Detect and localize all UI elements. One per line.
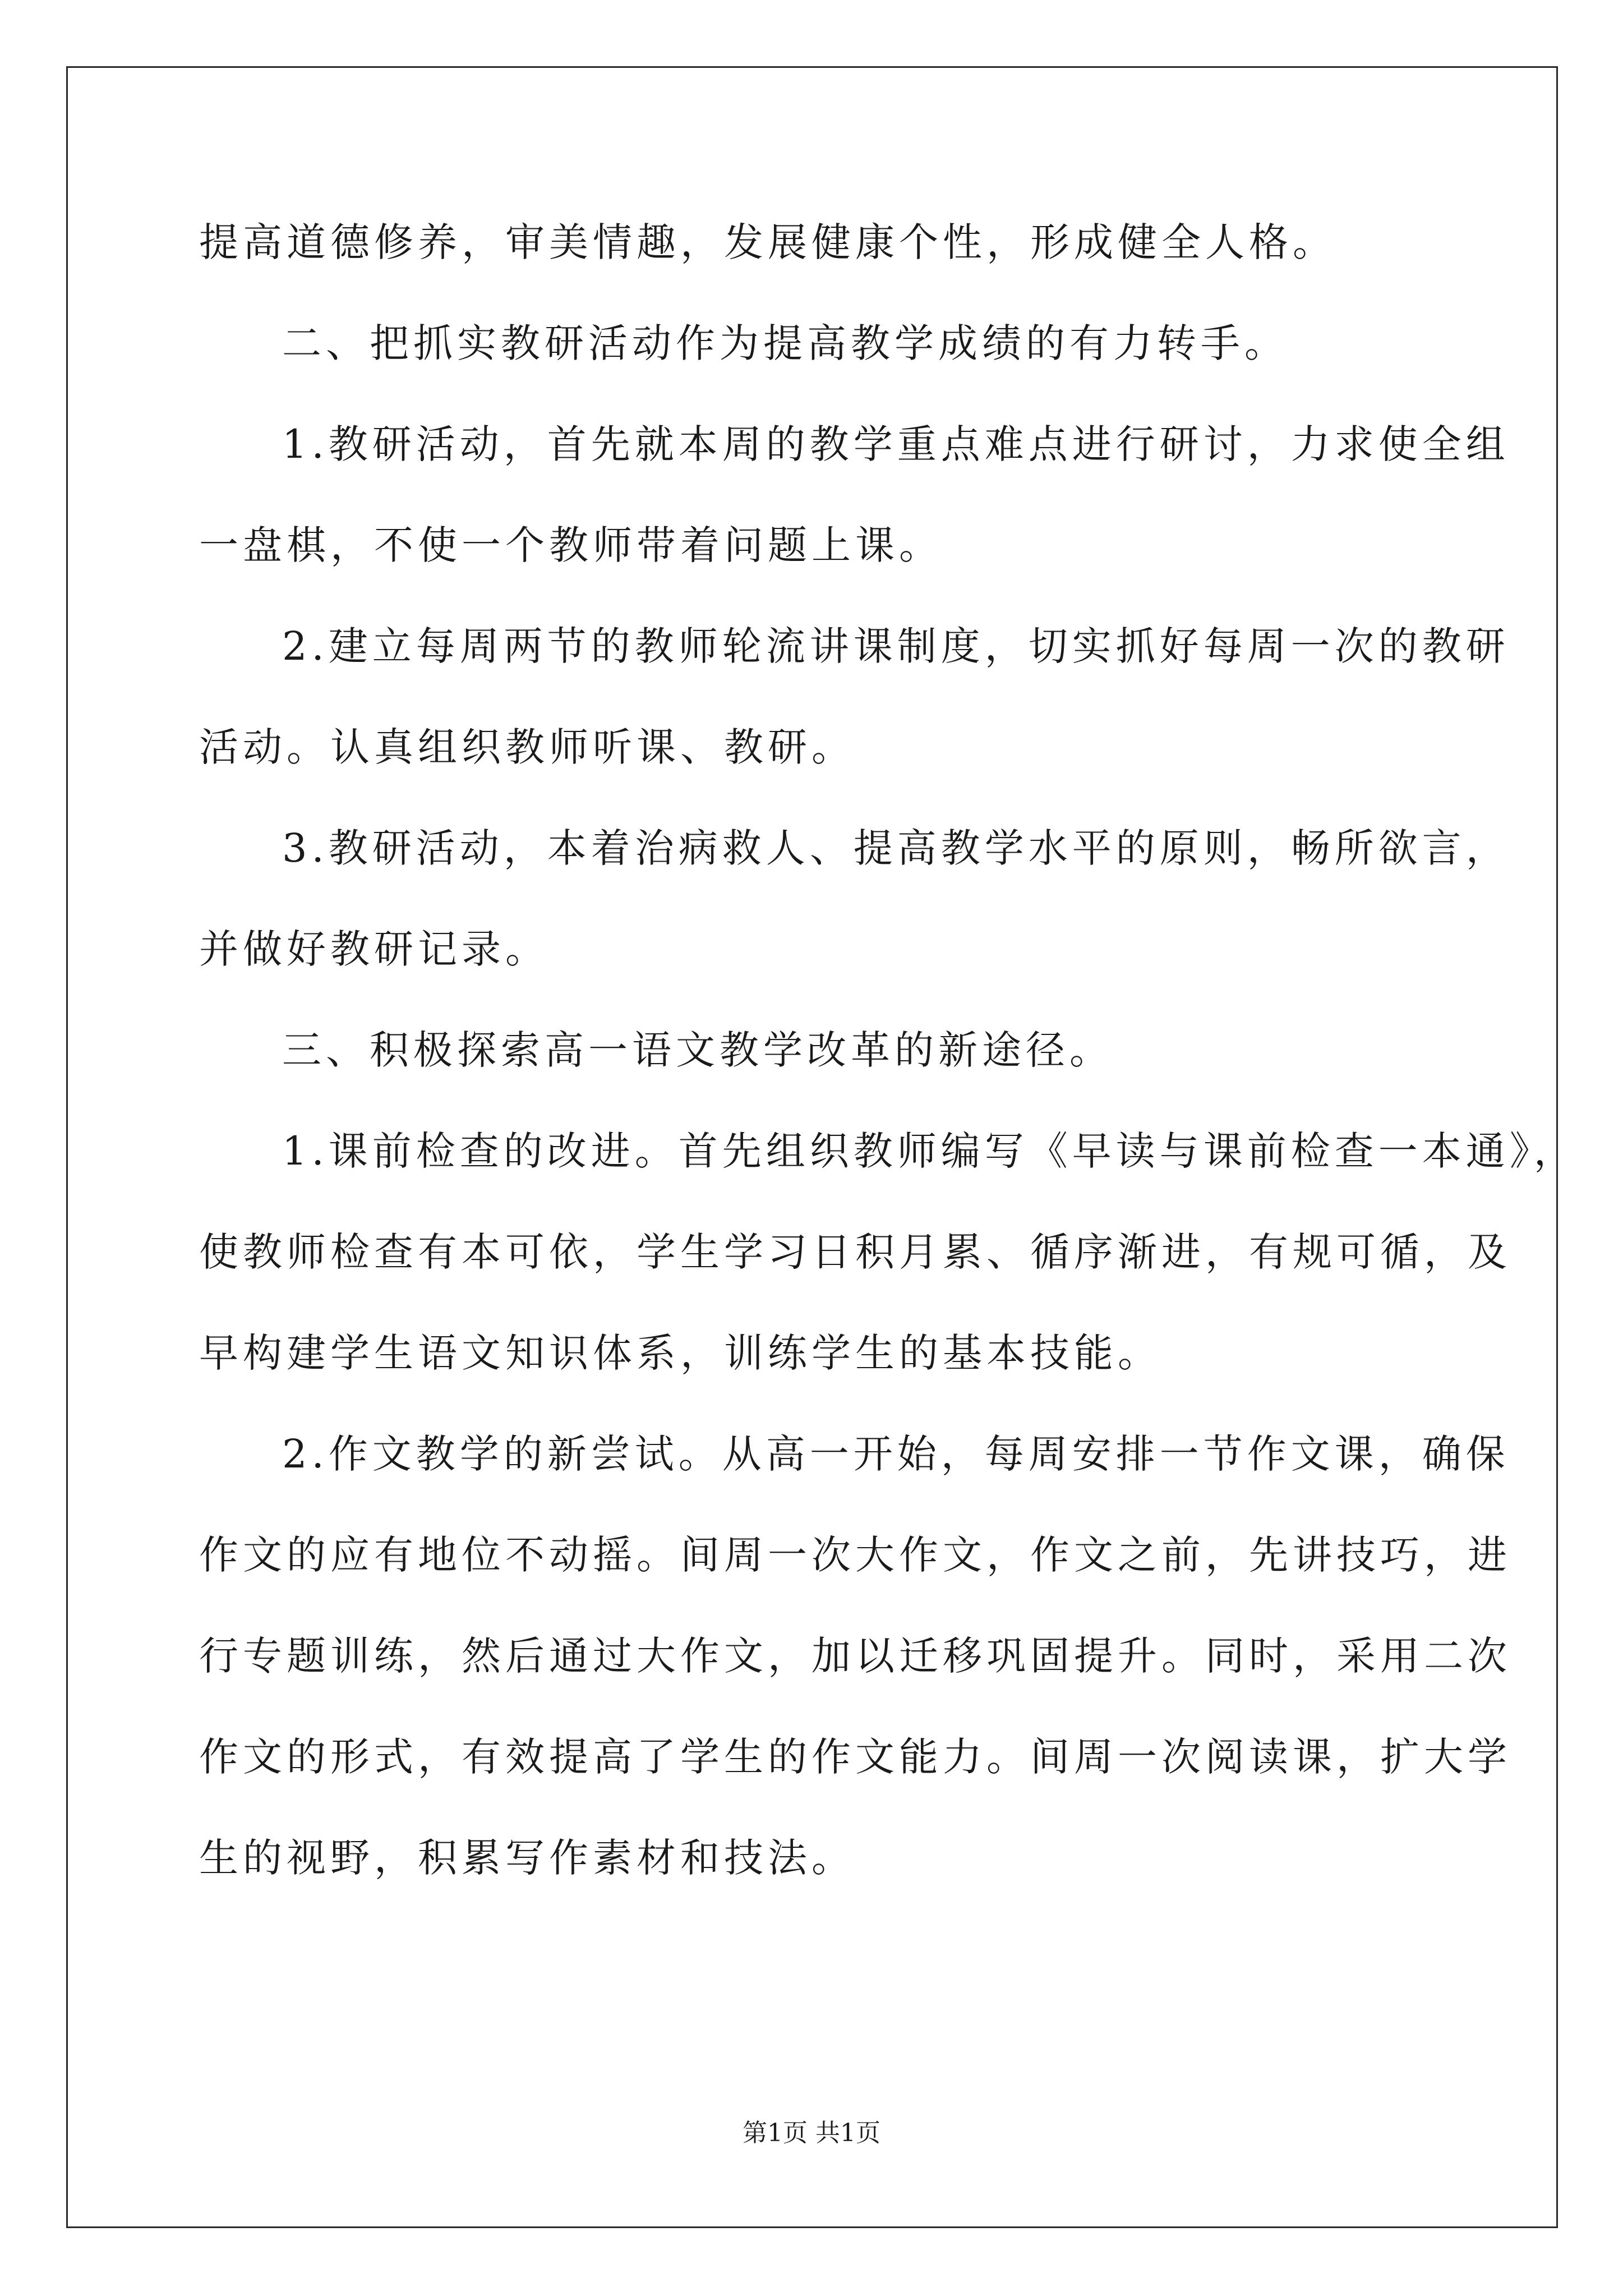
section-heading: 三、积极探索高一语文教学改革的新途径。 — [282, 1027, 1113, 1073]
paragraph-line: 一盘棋，不使一个教师带着问题上课。 — [199, 522, 943, 568]
page-number-footer: 第1页 共1页 — [743, 2119, 880, 2147]
paragraph-line: 早构建学生语文知识体系，训练学生的基本技能。 — [199, 1330, 1161, 1376]
section-heading: 二、把抓实教研活动作为提高教学成绩的有力转手。 — [282, 320, 1288, 366]
paragraph-line: 1.课前检查的改进。首先组织教师编写《早读与课前检查一本通》， — [282, 1128, 1578, 1174]
paragraph-line: 生的视野，积累写作素材和技法。 — [199, 1835, 855, 1881]
paragraph-line: 1.教研活动，首先就本周的教学重点难点进行研讨，力求使全组 — [282, 421, 1510, 467]
paragraph-line: 并做好教研记录。 — [199, 926, 549, 972]
paragraph-line: 使教师检查有本可依，学生学习日积月累、循序渐进，有规可循，及 — [199, 1229, 1511, 1275]
paragraph-line: 作文的形式，有效提高了学生的作文能力。间周一次阅读课，扩大学 — [199, 1734, 1511, 1780]
paragraph-line: 2.作文教学的新尝试。从高一开始，每周安排一节作文课，确保 — [282, 1431, 1510, 1477]
paragraph-line: 3.教研活动，本着治病救人、提高教学水平的原则，畅所欲言， — [282, 825, 1510, 871]
paragraph-line: 行专题训练，然后通过大作文，加以迁移巩固提升。同时，采用二次 — [199, 1633, 1511, 1679]
paragraph-line: 提高道德修养，审美情趣，发展健康个性，形成健全人格。 — [199, 219, 1336, 265]
paragraph-line: 作文的应有地位不动摇。间周一次大作文，作文之前，先讲技巧，进 — [199, 1532, 1511, 1578]
paragraph-line: 活动。认真组织教师听课、教研。 — [199, 724, 855, 770]
paragraph-line: 2.建立每周两节的教师轮流讲课制度，切实抓好每周一次的教研 — [282, 623, 1510, 669]
